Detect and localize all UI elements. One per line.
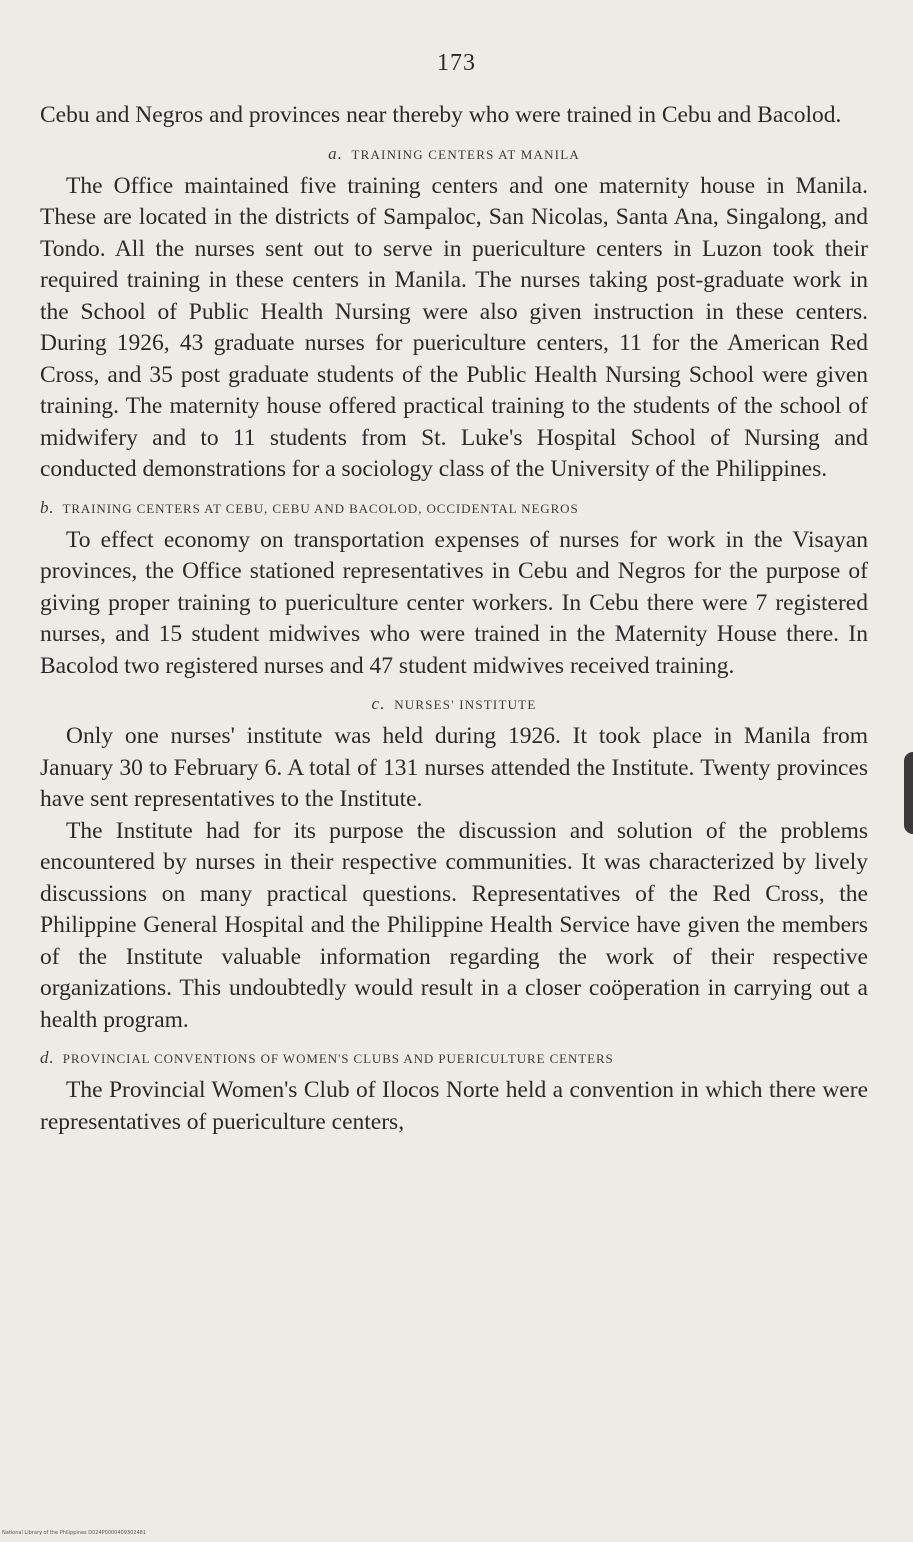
page-number: 173 [437,50,476,76]
section-heading-c [40,694,868,715]
page-body [40,100,868,1138]
section-heading-a [40,144,868,165]
section-letter-d: d. [40,1048,55,1067]
scan-footer: National Library of the Philippines D024P0000409302481 [2,1530,146,1536]
section-title-c: NURSES' INSTITUTE [394,697,537,712]
section-title-b: TRAINING CENTERS AT CEBU, CEBU AND BACOLOD, OCCIDENTAL NEGROS [62,500,579,516]
section-title-d: PROVINCIAL CONVENTIONS OF WOMEN'S CLUBS AND PUERICULTURE CENTERS [62,1051,614,1066]
paragraph-institute-1: Only one nurses' institute was held during 1926. It took place in Manila from January 30 to February 6. A total of 131 nurses attended the Institute. Twenty provinces have sent representatives to the Institute. [40,723,868,812]
section-letter-a: a. [328,143,344,163]
paragraph-cebu: To effect economy on transportation expenses of nurses for work in the Visayan provinces, the Office stationed representatives in Cebu and Negros for the purpose of giving proper training to puericulture center workers. In Cebu there were 7 registered nurses, and 15 student midwives who were trained in the Maternity House there. In Bacolod two registered nurses and 47 student midwives received training. [40,526,868,679]
section-letter-c: c. [371,694,386,713]
paragraph-conventions: The Provincial Women's Club of Ilocos Norte held a convention in which there were representatives of puericulture centers, [40,1077,868,1135]
section-heading-d [40,1048,868,1069]
section-letter-b: b. [40,497,55,517]
paragraph-intro: Cebu and Negros and provinces near thereby who were trained in Cebu and Bacolod. [40,102,842,128]
paragraph-manila: The Office maintained five training centers and one maternity house in Manila. These are located in the districts of Sampaloc, San Nicolas, Santa Ana, Singalong, and Tondo. All the nurses sent out to serve in puericulture centers in Luzon took their required training in these centers in Manila. The nurses taking post-graduate work in the School of Public Health Nursing were also given instruction in these centers. During 1926, 43 graduate nurses for puericulture centers, 11 for the American Red Cross, and 35 post graduate students of the Public Health Nursing School were given training. The maternity house offered practical training to the students of the school of midwifery and to 11 students from St. Luke's Hospital School of Nursing and conducted demonstrations for a sociology class of the University of the Philippines. [40,172,868,482]
paragraph-institute-2: The Institute had for its purpose the discussion and solution of the problems encountered by nurses in their respective communities. It was characterized by lively discussions on many practical questions. Representatives of the Red Cross, the Philippine General Hospital and the Philippine Health Service have given the members of the Institute valuable information regarding the work of their respective organizations. This undoubtedly would result in a closer coöperation in carrying out a health program. [40,817,868,1033]
section-heading-b [40,498,868,519]
section-title-a: TRAINING CENTERS AT MANILA [351,146,580,162]
page-edge-mark [904,752,913,834]
